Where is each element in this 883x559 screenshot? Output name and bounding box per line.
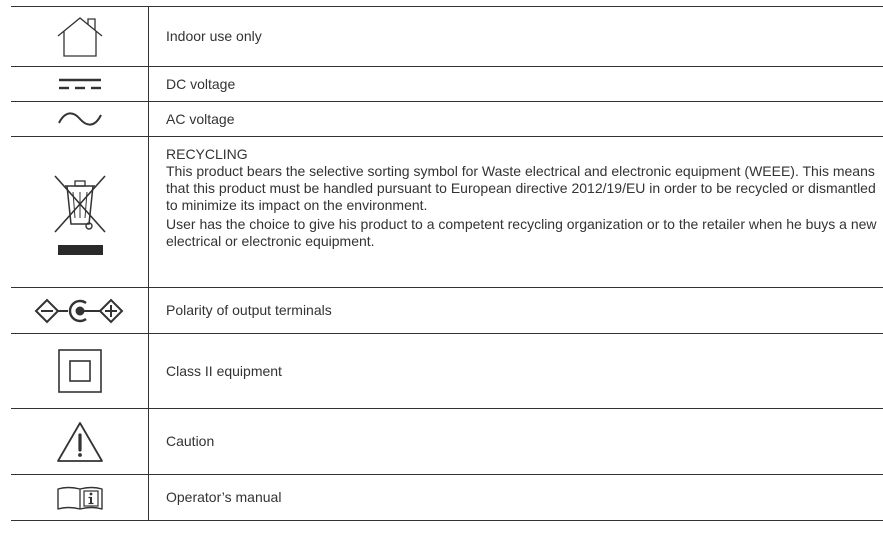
table-row — [11, 475, 883, 521]
polarity-icon — [34, 296, 126, 326]
icon-cell — [11, 409, 149, 474]
row-label: Class II equipment — [166, 362, 282, 379]
row-label: Polarity of output terminals — [166, 302, 332, 318]
icon-cell — [11, 7, 149, 66]
class-ii-icon — [57, 348, 103, 394]
row-label: DC voltage — [166, 75, 236, 92]
icon-cell — [11, 67, 149, 101]
table-row — [11, 137, 883, 288]
icon-cell — [11, 334, 149, 408]
row-label: Operator’s manual — [166, 489, 282, 505]
icon-cell — [11, 288, 149, 333]
table-row — [11, 288, 883, 334]
caution-triangle-icon — [55, 420, 105, 464]
symbols-table — [11, 6, 883, 521]
icon-cell — [11, 137, 149, 287]
crossed-out-wheelie-bin-icon — [49, 166, 111, 258]
ac-voltage-icon — [57, 111, 103, 127]
recycling-paragraph: This product bears the selective sorting symbol for Waste electrical and electronic equipment (WEEE). This means that this product must be handled pursuant to European directive 2012/19/EU in order to be recycled or dismantled to minimize its impact on the environment. — [166, 163, 876, 213]
table-row — [11, 7, 883, 67]
operator-manual-icon — [56, 485, 104, 511]
icon-cell — [11, 102, 149, 136]
table-row — [11, 409, 883, 475]
icon-cell — [11, 475, 149, 520]
dc-voltage-icon — [58, 77, 102, 91]
recycling-paragraph: User has the choice to give his product to a competent recycling organization or to the retailer when he buys a new electrical or electronic equipment. — [166, 216, 877, 249]
house-icon — [54, 15, 106, 59]
table-row — [11, 334, 883, 409]
row-label: Indoor use only — [166, 28, 262, 44]
table-row — [11, 102, 883, 137]
table-row — [11, 67, 883, 102]
row-label: AC voltage — [166, 110, 235, 127]
recycling-heading: RECYCLING — [166, 146, 248, 162]
row-label: Caution — [166, 433, 215, 449]
recycling-text — [149, 137, 883, 287]
